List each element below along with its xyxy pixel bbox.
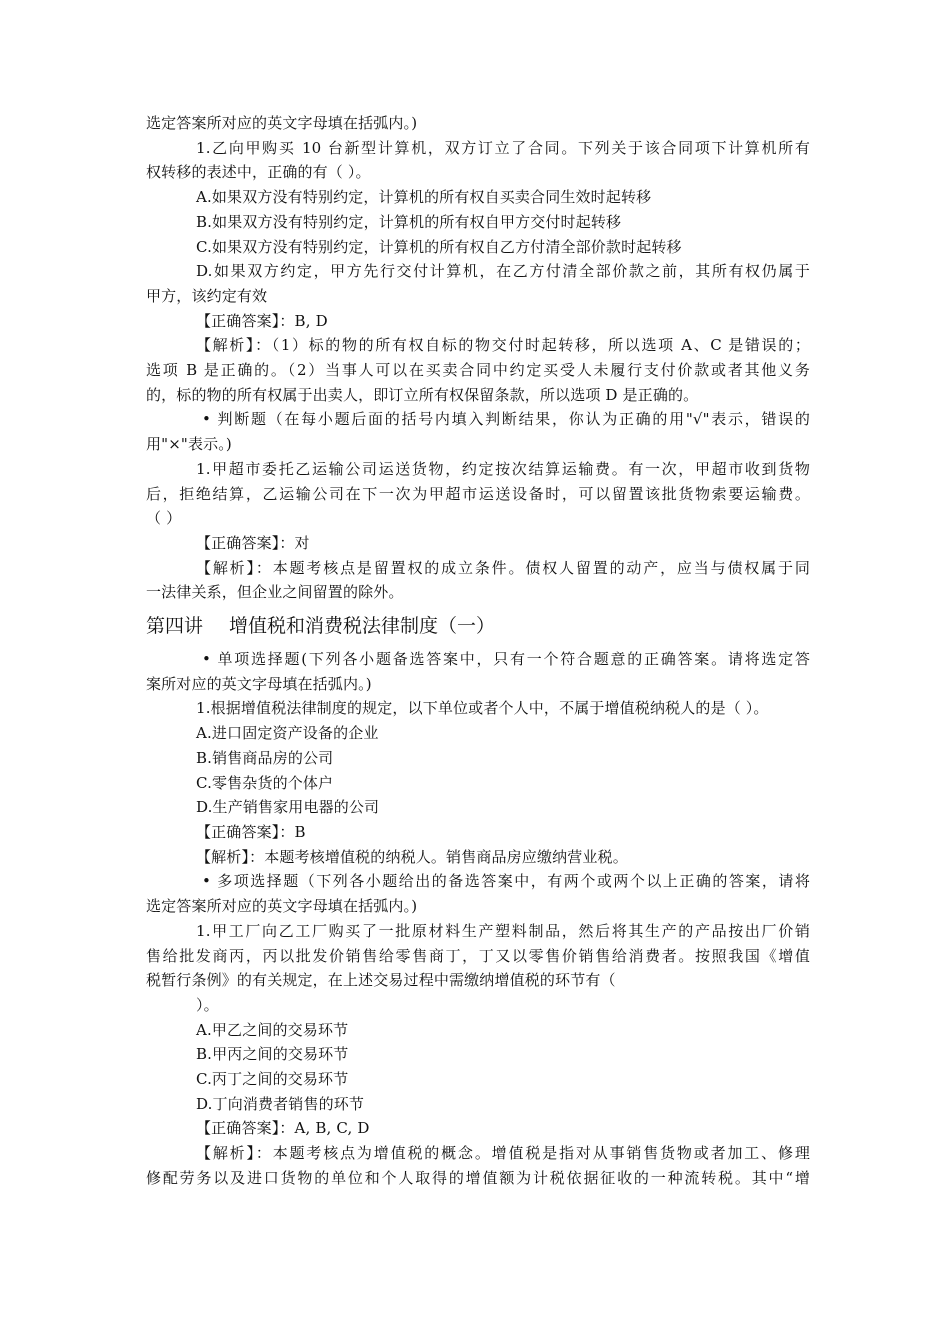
option-b: B.甲丙之间的交易环节 [196, 1045, 349, 1064]
lecture-number: 第四讲 [146, 615, 204, 638]
question-text: 1.乙向甲购买 10 台新型计算机，双方订立了合同。下列关于该合同项下计算机所有 [196, 138, 810, 157]
document-page [146, 111, 810, 1191]
answer-label: 【正确答案】 [196, 311, 280, 330]
option-c: C.丙丁之间的交易环节 [196, 1070, 349, 1089]
option-a: A.甲乙之间的交易环节 [196, 1020, 349, 1039]
judge-heading-cont: 用"×"表示。) [146, 435, 232, 454]
explanation-label: 【解析】 [196, 847, 250, 866]
question-text: 权转移的表述中，正确的有（ ）。 [146, 163, 371, 182]
answer-value: ：A, B, C, D [279, 1119, 370, 1138]
option-c: C.零售杂货的个体户 [196, 773, 334, 792]
explanation-line: 选项 B 是正确的。（2）当事人可以在买卖合同中约定买受人未履行支付价款或者其他义务 [146, 361, 810, 380]
explanation-line: 的，标的物的所有权属于出卖人，即订立所有权保留条款，所以选项 D 是正确的。 [146, 385, 699, 404]
explanation-text: ：本题考核点是留置权的成立条件。债权人留置的动产，应当与债权属于同 [255, 558, 810, 577]
question-text: 1.甲超市委托乙运输公司运送货物，约定按次结算运输费。有一次，甲超市收到货物 [196, 459, 810, 478]
question-text: 售给批发商丙，丙以批发价销售给零售商丁，丁又以零售价销售给消费者。按照我国《增值 [146, 946, 810, 965]
question-text: 1.甲工厂向乙工厂购买了一批原材料生产塑料制品，然后将其生产的产品按出厂价销 [196, 921, 810, 940]
question-text: 1.根据增值税法律制度的规定，以下单位或者个人中，不属于增值税纳税人的是（ ）。 [196, 699, 769, 718]
explanation-line [146, 845, 810, 870]
option-d: D.生产销售家用电器的公司 [196, 798, 380, 817]
multi-choice-heading: • 多项选择题（下列各小题给出的备选答案中，有两个或两个以上正确的答案，请将 [202, 872, 810, 891]
explanation-line: 一法律关系，但企业之间留置的除外。 [146, 583, 404, 602]
explanation-label: 【解析】 [196, 558, 256, 577]
explanation-label: 【解析】 [196, 1144, 256, 1163]
answer-line [146, 531, 810, 556]
option-a: A.进口固定资产设备的企业 [196, 724, 379, 743]
answer-line [146, 820, 810, 845]
question-text: 后，拒绝结算，乙运输公司在下一次为甲超市运送设备时，可以留置该批货物索要运输费。 [146, 484, 810, 503]
answer-line [146, 1116, 810, 1141]
option-a: A.如果双方没有特别约定，计算机的所有权自买卖合同生效时起转移 [196, 188, 652, 207]
option-b: B.销售商品房的公司 [196, 748, 334, 767]
question-text: 税暂行条例》的有关规定，在上述交易过程中需缴纳增值税的环节有（ [146, 971, 616, 990]
explanation-label: 【解析】 [196, 336, 256, 355]
explanation-text: ：本题考核点为增值税的概念。增值税是指对从事销售货物或者加工、修理 [255, 1144, 810, 1163]
option-d: D.丁向消费者销售的环节 [196, 1094, 365, 1113]
option-d: D.如果双方约定，甲方先行交付计算机，在乙方付清全部价款之前，其所有权仍属于 [196, 262, 810, 281]
explanation-line: 修配劳务以及进口货物的单位和个人取得的增值额为计税依据征收的一种流转税。其中“增 [146, 1168, 810, 1187]
answer-value: ：B, D [279, 311, 328, 330]
question-text: （ ） [146, 509, 182, 528]
question-text: ）。 [196, 995, 219, 1014]
judge-heading: • 判断题（在每小题后面的括号内填入判断结果，你认为正确的用"√"表示，错误的 [202, 410, 810, 429]
single-choice-heading-cont: 案所对应的英文字母填在括弧内。) [146, 674, 372, 693]
multi-choice-heading-cont: 选定答案所对应的英文字母填在括弧内。) [146, 897, 418, 916]
answer-label: 【正确答案】 [196, 822, 280, 841]
lecture-heading [146, 611, 810, 641]
option-c: C.如果双方没有特别约定，计算机的所有权自乙方付清全部价款时起转移 [196, 237, 682, 256]
lecture-title: 增值税和消费税法律制度（一） [229, 615, 496, 638]
answer-label: 【正确答案】 [196, 533, 280, 552]
answer-value: ：对 [279, 533, 310, 552]
explanation-line [146, 1141, 810, 1166]
explanation-line [146, 333, 810, 358]
single-choice-heading: • 单项选择题(下列各小题备选答案中，只有一个符合题意的正确答案。请将选定答 [202, 650, 810, 669]
text-line: 选定答案所对应的英文字母填在括弧内。) [146, 114, 418, 132]
answer-label: 【正确答案】 [196, 1119, 280, 1138]
option-d-cont: 甲方，该约定有效 [146, 286, 268, 305]
explanation-line [146, 556, 810, 581]
explanation-text: ：（1）标的物的所有权自标的物交付时起转移，所以选项 A、C 是错误的； [255, 336, 810, 355]
answer-line [146, 309, 810, 334]
option-b: B.如果双方没有特别约定，计算机的所有权自甲方交付时起转移 [196, 212, 622, 231]
answer-value: ：B [279, 822, 306, 841]
explanation-text: ：本题考核增值税的纳税人。销售商品房应缴纳营业税。 [249, 847, 628, 866]
